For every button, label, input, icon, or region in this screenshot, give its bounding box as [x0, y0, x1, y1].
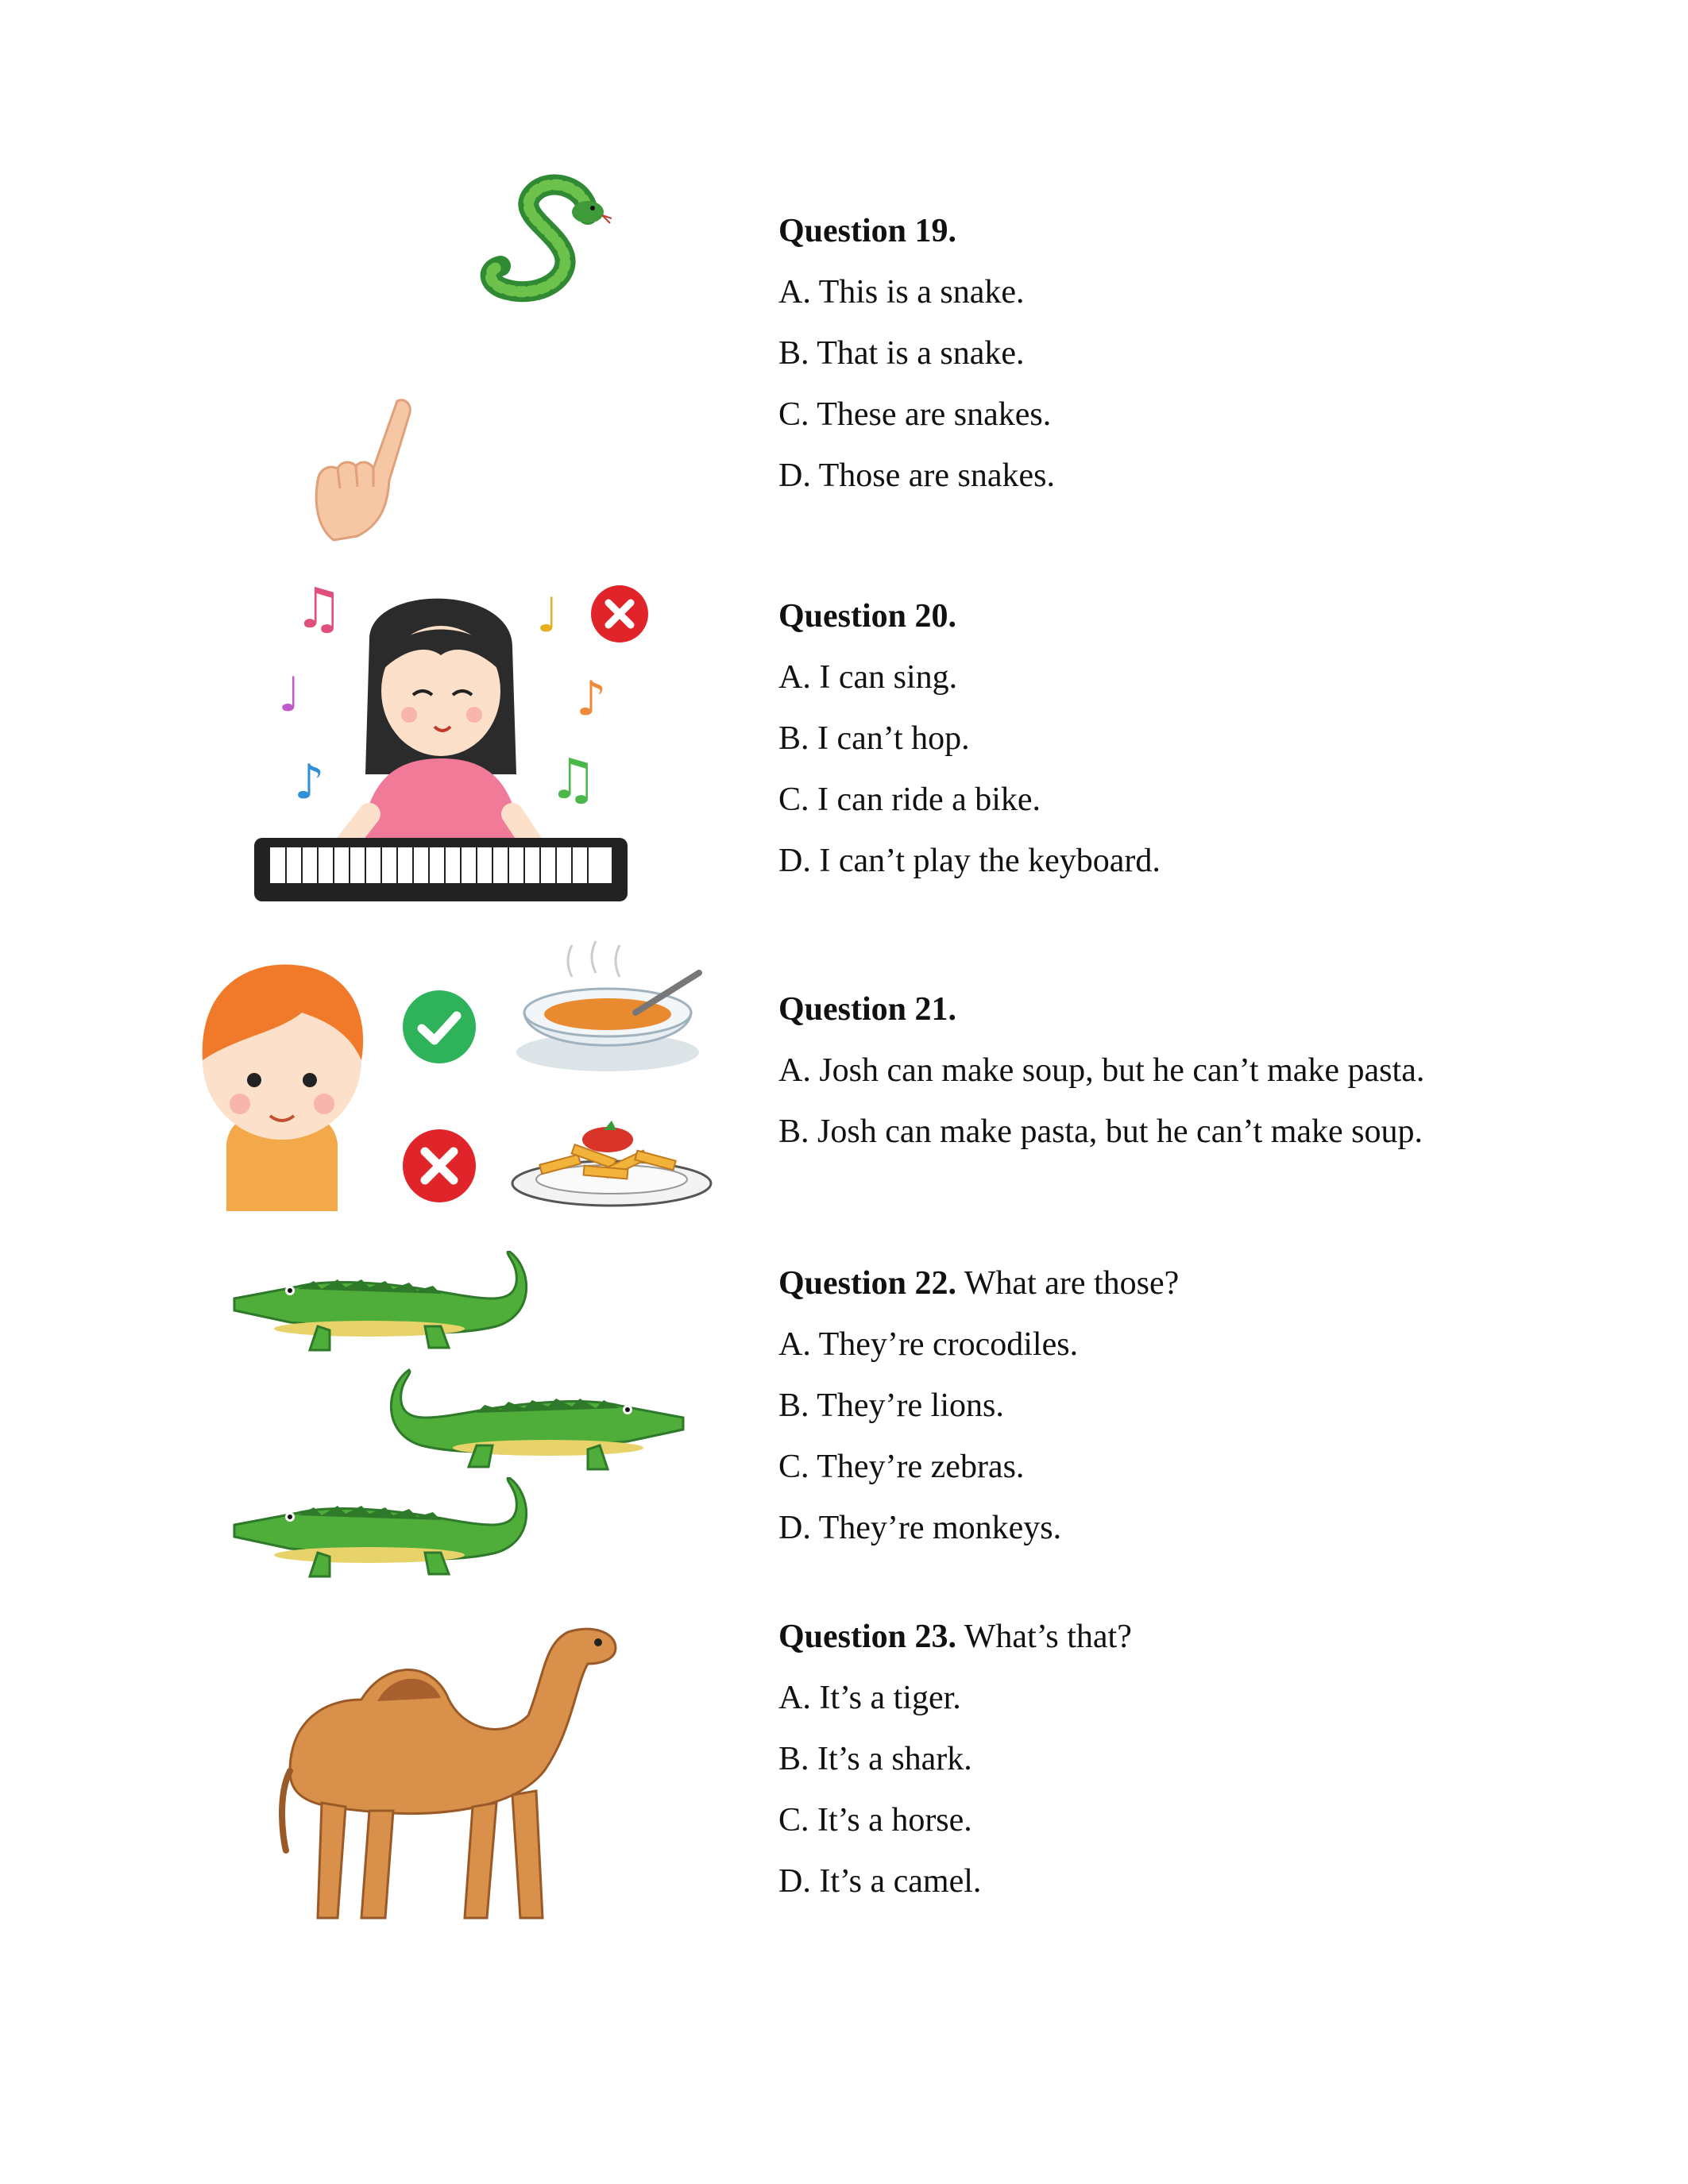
option-a[interactable]: A. Josh can make soup, but he can’t make pasta. [778, 1052, 1425, 1089]
question-title [778, 1616, 1652, 1657]
option-a[interactable]: A. This is a snake. [778, 274, 1025, 311]
green-check-icon [401, 989, 477, 1065]
question-prompt: What’s that? [964, 1619, 1132, 1655]
option-c[interactable]: C. I can ride a bike. [778, 781, 1041, 818]
svg-text:♩: ♩ [536, 588, 559, 643]
option-a[interactable]: A. They’re crocodiles. [778, 1326, 1079, 1363]
boy-face-icon [191, 957, 373, 1211]
option-a[interactable]: A. I can sing. [778, 659, 958, 696]
pointing-hand-icon [302, 393, 429, 544]
svg-text:♪: ♪ [294, 754, 325, 810]
option-c[interactable]: C. It’s a horse. [778, 1802, 972, 1839]
question-number: Question 23. [778, 1619, 957, 1655]
option-b[interactable]: B. That is a snake. [778, 335, 1025, 372]
option-c[interactable]: C. They’re zebras. [778, 1449, 1025, 1485]
camel-icon [274, 1612, 624, 1930]
crocodile-icon [381, 1362, 691, 1473]
pasta-plate-icon [508, 1116, 715, 1211]
svg-text:♩: ♩ [278, 667, 301, 723]
option-c[interactable]: C. These are snakes. [778, 396, 1052, 433]
crocodile-icon [226, 1251, 536, 1354]
question-title [778, 989, 1652, 1030]
option-d[interactable]: D. It’s a camel. [778, 1863, 982, 1900]
red-cross-icon [401, 1128, 477, 1204]
option-b[interactable]: B. It’s a shark. [778, 1741, 972, 1777]
question-22 [778, 1263, 1652, 1569]
svg-text:♫: ♫ [294, 576, 344, 641]
svg-text:♪: ♪ [576, 671, 607, 727]
option-a[interactable]: A. It’s a tiger. [778, 1680, 961, 1716]
question-title [778, 210, 1652, 252]
question-prompt: What are those? [964, 1265, 1180, 1302]
option-d[interactable]: D. They’re monkeys. [778, 1510, 1062, 1546]
option-d[interactable]: D. Those are snakes. [778, 457, 1055, 494]
soup-bowl-icon [508, 937, 715, 1080]
question-title [778, 1263, 1652, 1304]
crocodile-icon [226, 1477, 536, 1580]
option-d[interactable]: D. I can’t play the keyboard. [778, 843, 1161, 879]
question-number: Question 22. [778, 1265, 957, 1302]
question-number: Question 21. [778, 991, 957, 1028]
question-number: Question 19. [778, 213, 957, 249]
music-notes-icon [262, 572, 628, 810]
red-cross-icon [589, 584, 650, 644]
option-b[interactable]: B. I can’t hop. [778, 720, 970, 757]
question-number: Question 20. [778, 598, 957, 635]
question-19 [778, 210, 1652, 516]
option-b[interactable]: B. Josh can make pasta, but he can’t make soup. [778, 1113, 1423, 1150]
question-23 [778, 1616, 1652, 1922]
svg-text:♫: ♫ [548, 747, 598, 810]
question-21 [778, 989, 1652, 1172]
option-b[interactable]: B. They’re lions. [778, 1387, 1004, 1424]
snake-icon [469, 171, 612, 314]
question-title [778, 596, 1652, 637]
question-20 [778, 596, 1652, 901]
